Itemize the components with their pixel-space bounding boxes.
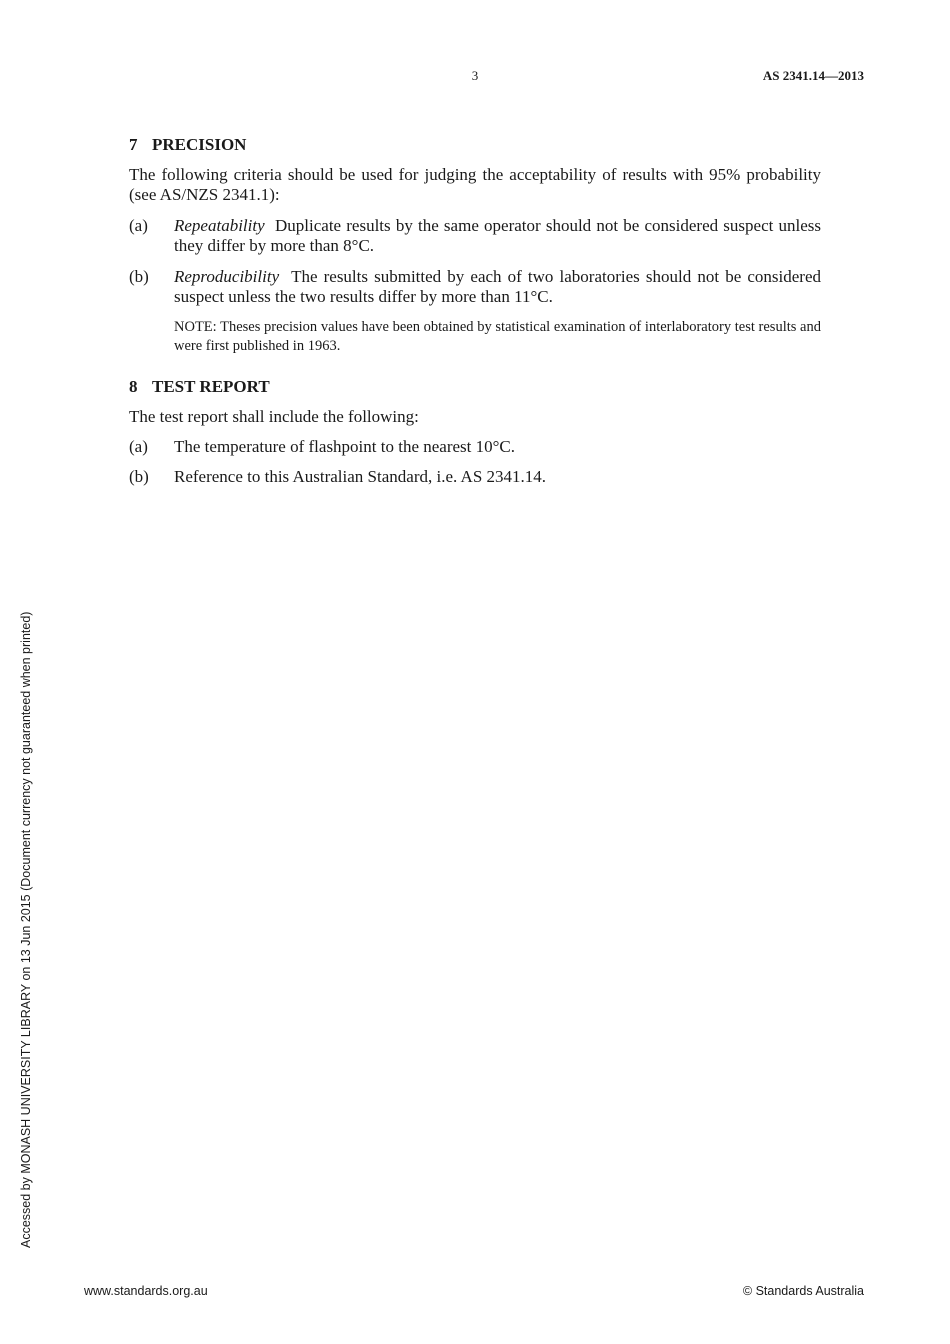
- item-text: The results submitted by each of two laboratories should not be considered suspect unless the two results differ by more than 11°C.: [174, 267, 821, 306]
- section-8-intro: The test report shall include the following:: [129, 407, 419, 426]
- item-body: [174, 216, 821, 256]
- item-label: (a): [129, 216, 148, 235]
- precision-note: NOTE: Theses precision values have been obtained by statistical examination of interlaboratory test results and were first published in 1963.: [174, 319, 821, 354]
- section-7-heading: [129, 134, 821, 156]
- footer-website-link[interactable]: www.standards.org.au: [84, 1284, 208, 1298]
- section-7-title: PRECISION: [152, 135, 247, 154]
- report-item-reference: [129, 467, 821, 487]
- item-label: (b): [129, 467, 149, 486]
- report-item-temperature: [129, 437, 821, 457]
- item-text: The temperature of flashpoint to the nearest 10°C.: [174, 437, 516, 456]
- access-watermark: Accessed by MONASH UNIVERSITY LIBRARY on 13 Jun 2015 (Document currency not guaranteed when printed): [19, 611, 33, 1248]
- section-8-number: 8: [129, 377, 138, 396]
- precision-item-repeatability: [129, 216, 821, 256]
- footer-copyright: © Standards Australia: [742, 1284, 864, 1298]
- section-8-heading: [129, 376, 821, 398]
- item-text: Reference to this Australian Standard, i.e. AS 2341.14.: [174, 467, 547, 486]
- item-label: (b): [129, 267, 149, 286]
- item-text: Duplicate results by the same operator should not be considered suspect unless they differ by more than 8°C.: [174, 216, 822, 255]
- document-id: AS 2341.14—2013: [762, 68, 864, 83]
- precision-item-reproducibility: [129, 267, 821, 307]
- section-7-intro: The following criteria should be used for judging the acceptability of results with 95% probability (see AS/NZS 2341.1):: [129, 165, 821, 204]
- page-content: [129, 134, 821, 487]
- section-7-number: 7: [129, 135, 138, 154]
- item-body: [174, 267, 821, 307]
- item-term: Repeatability: [174, 216, 265, 235]
- section-8-title: TEST REPORT: [152, 377, 270, 396]
- page-number: 3: [471, 68, 479, 83]
- item-label: (a): [129, 437, 148, 456]
- item-term: Reproducibility: [174, 267, 280, 286]
